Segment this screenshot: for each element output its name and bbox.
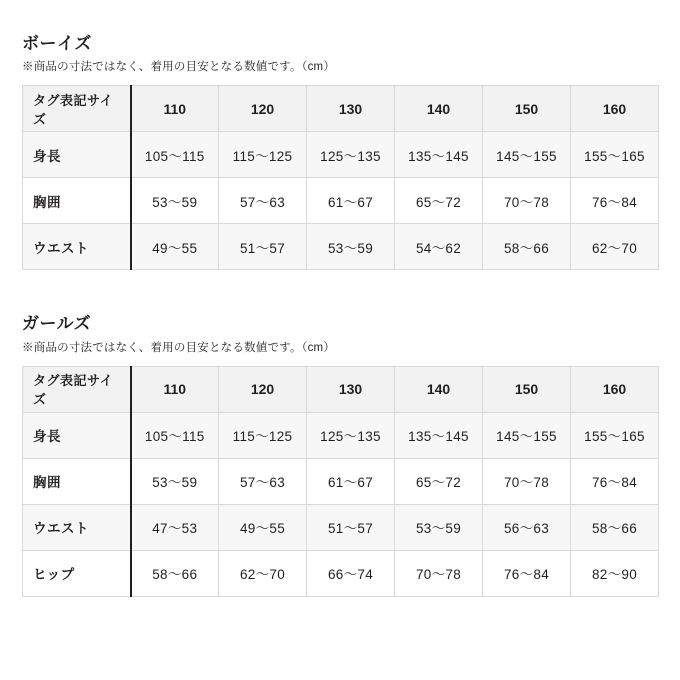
column-header-tag-size: タグ表記サイズ bbox=[23, 366, 131, 412]
table-row bbox=[23, 504, 659, 550]
column-header-size-120: 120 bbox=[219, 366, 307, 412]
cell-height-150: 145〜155 bbox=[483, 132, 571, 178]
table-body-boys bbox=[23, 132, 659, 270]
cell-chest-110: 53〜59 bbox=[131, 458, 219, 504]
column-header-size-140: 140 bbox=[395, 86, 483, 132]
cell-height-120: 115〜125 bbox=[219, 412, 307, 458]
section-title-boys: ボーイズ bbox=[22, 34, 92, 53]
column-header-size-150: 150 bbox=[483, 86, 571, 132]
size-section-girls bbox=[22, 314, 658, 596]
size-section-boys bbox=[22, 34, 658, 270]
row-label-waist: ウエスト bbox=[23, 224, 131, 270]
table-header-row bbox=[23, 366, 659, 412]
table-body-girls bbox=[23, 412, 659, 596]
table-row bbox=[23, 458, 659, 504]
cell-hip-120: 62〜70 bbox=[219, 550, 307, 596]
cell-height-160: 155〜165 bbox=[571, 132, 659, 178]
cell-waist-110: 47〜53 bbox=[131, 504, 219, 550]
cell-hip-140: 70〜78 bbox=[395, 550, 483, 596]
cell-waist-150: 56〜63 bbox=[483, 504, 571, 550]
column-header-size-130: 130 bbox=[307, 366, 395, 412]
table-row bbox=[23, 550, 659, 596]
cell-chest-150: 70〜78 bbox=[483, 178, 571, 224]
cell-waist-130: 53〜59 bbox=[307, 224, 395, 270]
cell-chest-160: 76〜84 bbox=[571, 458, 659, 504]
cell-hip-160: 82〜90 bbox=[571, 550, 659, 596]
table-row bbox=[23, 132, 659, 178]
cell-height-140: 135〜145 bbox=[395, 132, 483, 178]
column-header-tag-size: タグ表記サイズ bbox=[23, 86, 131, 132]
cell-chest-130: 61〜67 bbox=[307, 178, 395, 224]
row-label-hip: ヒップ bbox=[23, 550, 131, 596]
cell-chest-110: 53〜59 bbox=[131, 178, 219, 224]
cell-waist-110: 49〜55 bbox=[131, 224, 219, 270]
cell-waist-160: 62〜70 bbox=[571, 224, 659, 270]
cell-waist-120: 49〜55 bbox=[219, 504, 307, 550]
cell-chest-130: 61〜67 bbox=[307, 458, 395, 504]
cell-hip-110: 58〜66 bbox=[131, 550, 219, 596]
row-label-chest: 胸囲 bbox=[23, 458, 131, 504]
cell-height-150: 145〜155 bbox=[483, 412, 571, 458]
row-label-chest: 胸囲 bbox=[23, 178, 131, 224]
section-note-boys: ※商品の寸法ではなく、着用の目安となる数値です。（cm） bbox=[22, 61, 336, 74]
cell-waist-150: 58〜66 bbox=[483, 224, 571, 270]
cell-height-110: 105〜115 bbox=[131, 412, 219, 458]
column-header-size-160: 160 bbox=[571, 86, 659, 132]
cell-chest-140: 65〜72 bbox=[395, 178, 483, 224]
cell-height-120: 115〜125 bbox=[219, 132, 307, 178]
size-table-boys bbox=[22, 85, 659, 270]
section-title-girls: ガールズ bbox=[22, 314, 92, 334]
table-row bbox=[23, 178, 659, 224]
column-header-size-150: 150 bbox=[483, 366, 571, 412]
column-header-size-110: 110 bbox=[131, 86, 219, 132]
table-header-boys bbox=[23, 86, 659, 132]
cell-waist-160: 58〜66 bbox=[571, 504, 659, 550]
cell-chest-120: 57〜63 bbox=[219, 458, 307, 504]
cell-chest-150: 70〜78 bbox=[483, 458, 571, 504]
row-label-waist: ウエスト bbox=[23, 504, 131, 550]
row-label-height: 身長 bbox=[23, 412, 131, 458]
cell-waist-140: 53〜59 bbox=[395, 504, 483, 550]
cell-height-160: 155〜165 bbox=[571, 412, 659, 458]
cell-height-130: 125〜135 bbox=[307, 132, 395, 178]
section-note-girls: ※商品の寸法ではなく、着用の目安となる数値です。（cm） bbox=[22, 341, 336, 354]
cell-chest-140: 65〜72 bbox=[395, 458, 483, 504]
table-header-girls bbox=[23, 366, 659, 412]
cell-height-130: 125〜135 bbox=[307, 412, 395, 458]
size-table-girls bbox=[22, 366, 659, 597]
row-label-height: 身長 bbox=[23, 132, 131, 178]
column-header-size-110: 110 bbox=[131, 366, 219, 412]
column-header-size-130: 130 bbox=[307, 86, 395, 132]
cell-height-140: 135〜145 bbox=[395, 412, 483, 458]
column-header-size-120: 120 bbox=[219, 86, 307, 132]
cell-waist-140: 54〜62 bbox=[395, 224, 483, 270]
cell-hip-130: 66〜74 bbox=[307, 550, 395, 596]
cell-chest-160: 76〜84 bbox=[571, 178, 659, 224]
cell-waist-130: 51〜57 bbox=[307, 504, 395, 550]
column-header-size-160: 160 bbox=[571, 366, 659, 412]
table-row bbox=[23, 412, 659, 458]
cell-chest-120: 57〜63 bbox=[219, 178, 307, 224]
cell-height-110: 105〜115 bbox=[131, 132, 219, 178]
cell-hip-150: 76〜84 bbox=[483, 550, 571, 596]
table-row bbox=[23, 224, 659, 270]
cell-waist-120: 51〜57 bbox=[219, 224, 307, 270]
table-header-row bbox=[23, 86, 659, 132]
column-header-size-140: 140 bbox=[395, 366, 483, 412]
